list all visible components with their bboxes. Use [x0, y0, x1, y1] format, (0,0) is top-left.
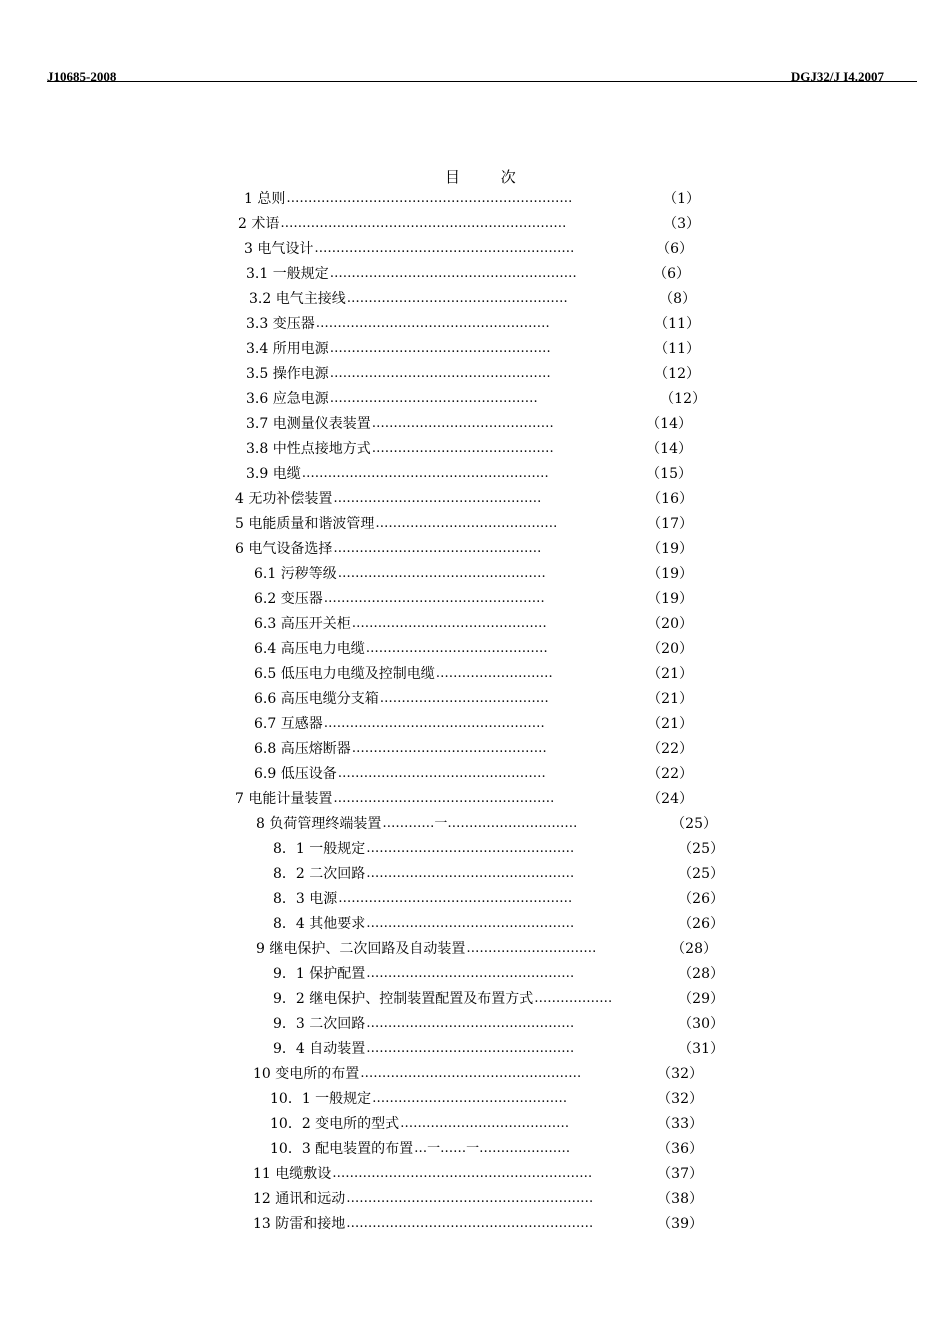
toc-entry-page: （3） — [663, 216, 700, 232]
toc-entry-page: （21） — [647, 666, 693, 682]
toc-entry-label: 6.6 高压电缆分支箱 — [254, 691, 379, 707]
toc-entry-label: 8．2 二次回路 — [273, 866, 366, 882]
toc-entry-label: 3.1 一般规定 — [246, 266, 329, 282]
toc-entry-page: （19） — [647, 566, 693, 582]
toc-entry — [235, 488, 693, 510]
toc-entry-leader: ………………………………………… — [329, 391, 538, 406]
toc-entry — [246, 363, 700, 385]
toc-entry — [253, 1163, 703, 1185]
toc-entry-page: （21） — [647, 716, 693, 732]
toc-entry-page: （29） — [678, 991, 724, 1007]
toc-entry — [246, 388, 706, 410]
toc-entry-leader: ………………………………………………… — [329, 266, 577, 281]
toc-entry-leader: ………………………………………………………… — [286, 191, 573, 206]
toc-entry — [256, 938, 717, 960]
toc-entry — [244, 188, 700, 210]
toc-entry-leader: ………………………………………… — [333, 541, 542, 556]
toc-entry-page: （38） — [657, 1191, 703, 1207]
toc-entry — [253, 1188, 703, 1210]
toc-entry-label: 4 无功补偿装置 — [235, 491, 333, 507]
toc-entry-leader: ………………………………………… — [366, 966, 575, 981]
toc-entry-leader: …………………………………………… — [329, 341, 551, 356]
toc-entry — [246, 463, 692, 485]
toc-entry-leader: ……………… — [534, 991, 613, 1006]
toc-entry-page: （8） — [659, 291, 696, 307]
toc-entry-leader: …………………………………………… — [333, 791, 555, 806]
toc-entry-label: 8．3 电源 — [273, 891, 338, 907]
toc-entry — [254, 763, 693, 785]
toc-entry-label: 9．3 二次回路 — [273, 1016, 366, 1032]
toc-entry-page: （16） — [647, 491, 693, 507]
toc-entry-leader: ………………………………………………………… — [280, 216, 567, 231]
toc-entry-page: （11） — [654, 316, 700, 332]
toc-entry — [273, 913, 724, 935]
toc-entry — [254, 638, 693, 660]
toc-entry-label: 3.5 操作电源 — [246, 366, 329, 382]
toc-entry-label: 5 电能质量和谐波管理 — [235, 516, 375, 532]
toc-entry-label: 8．1 一般规定 — [273, 841, 366, 857]
header-rule — [47, 81, 917, 82]
toc-entry-label: 9．1 保护配置 — [273, 966, 366, 982]
toc-entry-page: （11） — [654, 341, 700, 357]
toc-entry-label: 3.4 所用电源 — [246, 341, 329, 357]
toc-entry-page: （6） — [653, 266, 690, 282]
toc-entry-label: 3.3 变压器 — [246, 316, 315, 332]
toc-entry-page: （37） — [657, 1166, 703, 1182]
toc-entry — [254, 663, 693, 685]
toc-entry-label: 7 电能计量装置 — [235, 791, 333, 807]
toc-entry-leader: …………一………………………… — [382, 816, 578, 831]
toc-entry — [254, 688, 693, 710]
toc-entry — [238, 213, 700, 235]
toc-entry-label: 6 电气设备选择 — [235, 541, 333, 557]
toc-entry — [270, 1088, 703, 1110]
toc-entry-page: （20） — [647, 616, 693, 632]
toc-entry — [246, 438, 692, 460]
toc-entry-page: （20） — [647, 641, 693, 657]
toc-entry-page: （22） — [647, 741, 693, 757]
toc-entry-leader: ………………………………………… — [366, 1041, 575, 1056]
toc-entry — [254, 713, 693, 735]
toc-entry-label: 9．2 继电保护、控制装置配置及布置方式 — [273, 991, 534, 1007]
toc-entry-page: （14） — [646, 416, 692, 432]
toc-entry-leader: …………………………………… — [371, 416, 554, 431]
toc-entry-label: 3.7 电测量仪表装置 — [246, 416, 371, 432]
toc-entry-label: 3.9 电缆 — [246, 466, 301, 482]
toc-entry-page: （14） — [646, 441, 692, 457]
toc-entry — [254, 738, 693, 760]
toc-entry — [235, 513, 693, 535]
toc-entry-label: 6.5 低压电力电缆及控制电缆 — [254, 666, 435, 682]
toc-entry-leader: ………………………………………………… — [301, 466, 549, 481]
toc-entry-leader: …一……一………………… — [414, 1141, 571, 1156]
toc-entry-leader: ……………………………………………… — [315, 316, 550, 331]
toc-entry-leader: ……………………………………… — [351, 616, 547, 631]
toc-entry-label: 13 防雷和接地 — [253, 1216, 346, 1232]
toc-entry-leader: ………………………………………………… — [346, 1216, 594, 1231]
toc-entry-leader: ………………………………………… — [333, 491, 542, 506]
toc-entry-leader: ……………………………………… — [351, 741, 547, 756]
toc-entry-label: 9．4 自动装置 — [273, 1041, 366, 1057]
toc-entry-page: （15） — [646, 466, 692, 482]
toc-entry-leader: ……………………… — [435, 666, 553, 681]
toc-entry — [273, 963, 724, 985]
toc-entry — [254, 563, 693, 585]
toc-entry-label: 6.2 变压器 — [254, 591, 323, 607]
toc-entry-page: （12） — [654, 366, 700, 382]
toc-entry — [235, 788, 693, 810]
toc-entry-page: （31） — [678, 1041, 724, 1057]
toc-entry-page: （26） — [678, 891, 724, 907]
toc-entry — [235, 538, 693, 560]
toc-entry-leader: ………………………………… — [379, 691, 549, 706]
toc-entry-page: （28） — [678, 966, 724, 982]
toc-entry-page: （36） — [657, 1141, 703, 1157]
toc-entry-page: （12） — [660, 391, 706, 407]
toc-entry-label: 3.2 电气主接线 — [249, 291, 346, 307]
toc-entry-leader: …………………………………………… — [329, 366, 551, 381]
toc-entry — [254, 588, 693, 610]
toc-entry-page: （30） — [678, 1016, 724, 1032]
toc-entry — [246, 313, 700, 335]
toc-entry-page: （39） — [657, 1216, 703, 1232]
toc-entry-leader: …………………………………… — [371, 441, 554, 456]
toc-entry — [270, 1138, 703, 1160]
standard-code-left: J10685-2008 — [47, 69, 117, 84]
toc-entry-leader: …………………………………………… — [323, 591, 545, 606]
toc-entry-page: （1） — [663, 191, 700, 207]
toc-entry — [246, 263, 690, 285]
toc-entry-leader: …………………………………………………… — [332, 1166, 593, 1181]
toc-entry — [253, 1063, 703, 1085]
toc-entry — [273, 988, 724, 1010]
toc-entry-leader: ………………………………… — [400, 1116, 570, 1131]
toc-entry-label: 8 负荷管理终端装置 — [256, 816, 382, 832]
toc-entry-leader: ………………………………………… — [337, 566, 546, 581]
toc-entry-leader: ………………………………………………… — [346, 1191, 594, 1206]
toc-entry-page: （21） — [647, 691, 693, 707]
toc-entry-leader: ………………………………………… — [337, 766, 546, 781]
toc-entry — [249, 288, 696, 310]
toc-entry-label: 12 通讯和远动 — [253, 1191, 346, 1207]
toc-entry — [256, 813, 717, 835]
toc-entry-page: （28） — [671, 941, 717, 957]
toc-entry-label: 2 术语 — [238, 216, 280, 232]
toc-entry-label: 6.4 高压电力电缆 — [254, 641, 365, 657]
toc-entry-label: 9 继电保护、二次回路及自动装置 — [256, 941, 466, 957]
toc-entry-page: （19） — [647, 591, 693, 607]
toc-entry-page: （17） — [647, 516, 693, 532]
toc-entry — [273, 838, 724, 860]
toc-title: 目 次 — [445, 168, 534, 186]
toc-entry-leader: …………………………………………………… — [314, 241, 575, 256]
toc-entry-page: （25） — [671, 816, 717, 832]
toc-entry-label: 6.7 互感器 — [254, 716, 323, 732]
toc-entry-label: 6.8 高压熔断器 — [254, 741, 351, 757]
toc-entry-leader: ………………………… — [466, 941, 597, 956]
toc-entry-page: （33） — [657, 1116, 703, 1132]
toc-entry-leader: …………………………………………… — [346, 291, 568, 306]
toc-entry-label: 6.3 高压开关柜 — [254, 616, 351, 632]
toc-entry-label: 3.6 应急电源 — [246, 391, 329, 407]
toc-entry-label: 10．3 配电装置的布置 — [270, 1141, 414, 1157]
toc-entry — [273, 1038, 724, 1060]
toc-entry-label: 10 变电所的布置 — [253, 1066, 360, 1082]
toc-entry-leader: ………………………………………… — [366, 841, 575, 856]
toc-entry-leader: ……………………………………… — [372, 1091, 568, 1106]
toc-entry-label: 8．4 其他要求 — [273, 916, 366, 932]
toc-entry — [246, 413, 692, 435]
toc-entry-leader: ………………………………………… — [366, 916, 575, 931]
toc-entry-label: 6.1 污秽等级 — [254, 566, 337, 582]
toc-entry — [273, 1013, 724, 1035]
toc-entry — [246, 338, 700, 360]
toc-entry-page: （32） — [657, 1091, 703, 1107]
toc-entry — [244, 238, 693, 260]
toc-entry-leader: …………………………………… — [365, 641, 548, 656]
toc-entry-label: 1 总则 — [244, 191, 286, 207]
toc-entry-label: 3.8 中性点接地方式 — [246, 441, 371, 457]
toc-entry — [253, 1213, 703, 1235]
standard-code-right: DGJ32/J I4.2007 — [790, 69, 884, 84]
toc-entry-label: 11 电缆敷设 — [253, 1166, 332, 1182]
toc-entry-leader: …………………………………… — [375, 516, 558, 531]
toc-entry-label: 3 电气设计 — [244, 241, 314, 257]
toc-entry-leader: ………………………………………… — [366, 866, 575, 881]
toc-entry-page: （6） — [656, 241, 693, 257]
toc-entry-page: （25） — [678, 841, 724, 857]
toc-entry-page: （19） — [647, 541, 693, 557]
toc-entry — [273, 888, 724, 910]
toc-entry-leader: ………………………………………… — [366, 1016, 575, 1031]
toc-entry — [254, 613, 693, 635]
toc-entry-page: （26） — [678, 916, 724, 932]
toc-entry-leader: …………………………………………… — [360, 1066, 582, 1081]
toc-entry — [270, 1113, 703, 1135]
toc-entry-label: 6.9 低压设备 — [254, 766, 337, 782]
toc-entry-page: （25） — [678, 866, 724, 882]
toc-entry-page: （22） — [647, 766, 693, 782]
toc-entry-leader: …………………………………………… — [323, 716, 545, 731]
toc-entry — [273, 863, 724, 885]
toc-entry-leader: ……………………………………………… — [338, 891, 573, 906]
toc-entry-page: （32） — [657, 1066, 703, 1082]
toc-entry-label: 10．2 变电所的型式 — [270, 1116, 400, 1132]
toc-entry-label: 10．1 一般规定 — [270, 1091, 372, 1107]
toc-entry-page: （24） — [647, 791, 693, 807]
